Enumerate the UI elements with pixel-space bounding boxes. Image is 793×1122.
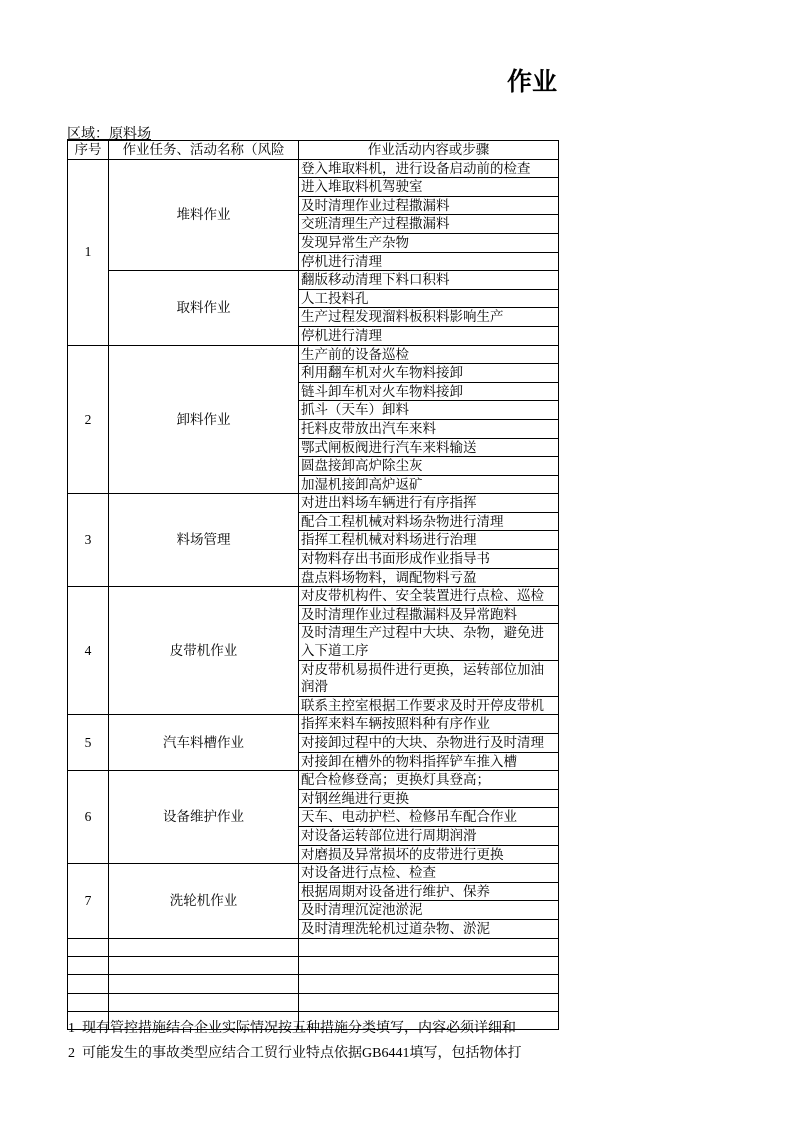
step-cell: 天车、电动护栏、检修吊车配合作业 (299, 808, 559, 827)
step-cell: 交班清理生产过程撒漏料 (299, 215, 559, 234)
step-cell: 对皮带机易损件进行更换，运转部位加油润滑 (299, 660, 559, 696)
serial-number-cell: 6 (68, 771, 109, 864)
step-cell: 及时清理生产过程中大块、杂物，避免进入下道工序 (299, 624, 559, 660)
empty-table-row (68, 975, 559, 993)
empty-table-row (68, 956, 559, 974)
step-cell: 及时清理洗轮机过道杂物、淤泥 (299, 919, 559, 938)
empty-cell (299, 975, 559, 993)
header-task-name: 作业任务、活动名称（风险 (109, 141, 299, 160)
task-name-cell: 汽车料槽作业 (109, 715, 299, 771)
step-cell: 停机进行清理 (299, 326, 559, 345)
table-row (68, 771, 559, 790)
step-cell: 进入堆取料机驾驶室 (299, 178, 559, 197)
region-label: 区域：原料场 (67, 127, 151, 142)
step-cell: 抓斗（天车）卸料 (299, 401, 559, 420)
step-cell: 对设备进行点检、检查 (299, 864, 559, 883)
footnote-2-clipped: 2 可能发生的事故类型应结合工贸行业特点依据GB6441填写，包括物体打 (68, 1046, 522, 1061)
footnote-1: 1 现有管控措施结合企业实际情况按五种措施分类填写，内容必须详细和 (68, 1021, 516, 1036)
page-title: 作业 (507, 69, 558, 96)
empty-cell (109, 938, 299, 956)
serial-number-cell: 7 (68, 864, 109, 938)
task-name-cell: 料场管理 (109, 494, 299, 587)
empty-cell (109, 993, 299, 1011)
step-cell: 加湿机接卸高炉返矿 (299, 475, 559, 494)
task-name-cell: 皮带机作业 (109, 587, 299, 715)
task-name-cell: 堆料作业 (109, 159, 299, 271)
table-header-row (68, 141, 559, 160)
step-cell: 对皮带机构件、安全装置进行点检、巡检 (299, 587, 559, 606)
task-name-cell: 卸料作业 (109, 345, 299, 494)
step-cell: 对磨损及异常损坏的皮带进行更换 (299, 845, 559, 864)
step-cell: 登入堆取料机，进行设备启动前的检查 (299, 159, 559, 178)
empty-cell (68, 975, 109, 993)
serial-number-cell: 1 (68, 159, 109, 345)
step-cell: 链斗卸车机对火车物料接卸 (299, 382, 559, 401)
header-activity-steps: 作业活动内容或步骤 (299, 141, 559, 160)
empty-cell (109, 975, 299, 993)
empty-cell (68, 993, 109, 1011)
step-cell: 翻版移动清理下料口积料 (299, 271, 559, 290)
step-cell: 对钢丝绳进行更换 (299, 789, 559, 808)
table-row (68, 159, 559, 178)
step-cell: 人工投料孔 (299, 289, 559, 308)
step-cell: 指挥工程机械对料场进行治理 (299, 531, 559, 550)
serial-number-cell: 2 (68, 345, 109, 494)
activity-table (67, 140, 559, 1030)
empty-cell (299, 993, 559, 1011)
step-cell: 生产前的设备巡检 (299, 345, 559, 364)
table-row (68, 715, 559, 734)
step-cell: 配合工程机械对料场杂物进行清理 (299, 512, 559, 531)
step-cell: 对接卸在槽外的物料指挥铲车推入槽 (299, 752, 559, 771)
step-cell: 利用翻车机对火车物料接卸 (299, 364, 559, 383)
step-cell: 根据周期对设备进行维护、保养 (299, 882, 559, 901)
serial-number-cell: 4 (68, 587, 109, 715)
table-row (68, 864, 559, 883)
step-cell: 盘点料场物料，调配物料亏盈 (299, 568, 559, 587)
step-cell: 联系主控室根据工作要求及时开停皮带机 (299, 696, 559, 715)
step-cell: 对进出料场车辆进行有序指挥 (299, 494, 559, 513)
step-cell: 对设备运转部位进行周期润滑 (299, 826, 559, 845)
step-cell: 停机进行清理 (299, 252, 559, 271)
step-cell: 配合检修登高；更换灯具登高； (299, 771, 559, 790)
task-name-cell: 洗轮机作业 (109, 864, 299, 938)
step-cell: 托料皮带放出汽车来料 (299, 419, 559, 438)
step-cell: 对物料存出书面形成作业指导书 (299, 550, 559, 569)
empty-table-row (68, 938, 559, 956)
step-cell: 及时清理作业过程撒漏料及异常跑料 (299, 605, 559, 624)
step-cell: 圆盘接卸高炉除尘灰 (299, 457, 559, 476)
empty-cell (299, 956, 559, 974)
table-row (68, 271, 559, 290)
serial-number-cell: 5 (68, 715, 109, 771)
task-name-cell: 设备维护作业 (109, 771, 299, 864)
task-name-cell: 取料作业 (109, 271, 299, 345)
empty-cell (68, 956, 109, 974)
empty-table-row (68, 993, 559, 1011)
step-cell: 及时清理沉淀池淤泥 (299, 901, 559, 920)
step-cell: 生产过程发现溜料板积料影响生产 (299, 308, 559, 327)
empty-cell (109, 956, 299, 974)
table-row (68, 345, 559, 364)
step-cell: 及时清理作业过程撒漏料 (299, 196, 559, 215)
empty-cell (299, 938, 559, 956)
serial-number-cell: 3 (68, 494, 109, 587)
step-cell: 指挥来料车辆按照料种有序作业 (299, 715, 559, 734)
step-cell: 鄂式闸板阀进行汽车来料输送 (299, 438, 559, 457)
table-row (68, 494, 559, 513)
step-cell: 发现异常生产杂物 (299, 233, 559, 252)
table-row (68, 587, 559, 606)
header-serial-number: 序号 (68, 141, 109, 160)
empty-cell (68, 938, 109, 956)
step-cell: 对接卸过程中的大块、杂物进行及时清理 (299, 734, 559, 753)
